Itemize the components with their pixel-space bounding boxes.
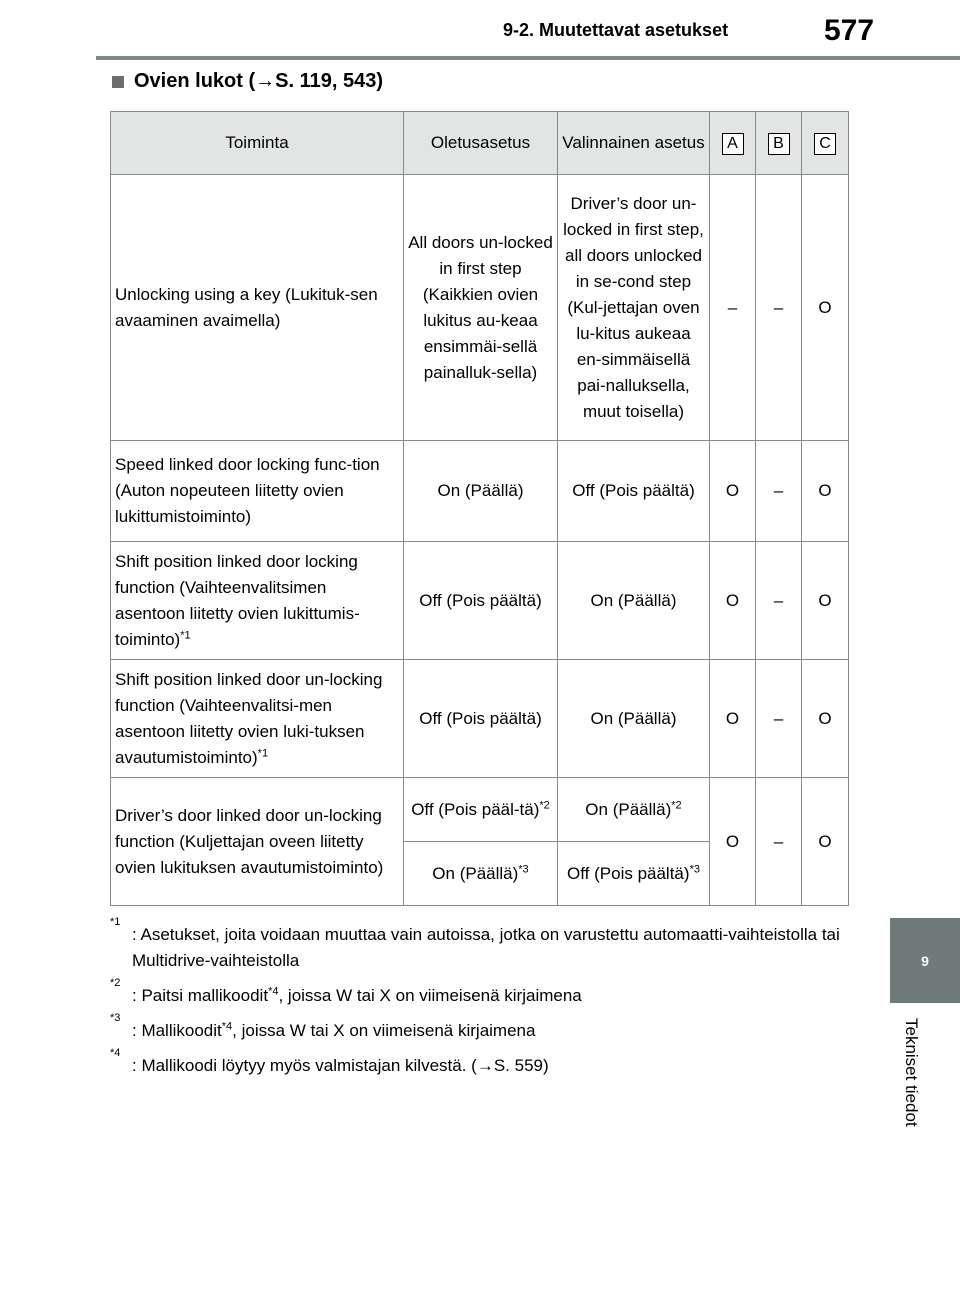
cell-b: – xyxy=(756,542,802,660)
function-text: Unlocking using a key (Lukituk-sen avaaminen avaimella) xyxy=(115,284,378,330)
footnote-ref: *2 xyxy=(671,798,682,811)
optional-text: On (Päällä) xyxy=(585,799,672,819)
cell-c: O xyxy=(802,441,849,542)
footnotes xyxy=(110,916,850,1088)
table-row xyxy=(111,778,849,842)
footnote-text: : Paitsi mallikoodit xyxy=(132,986,269,1005)
cell-function xyxy=(111,175,404,441)
function-text: Shift position linked door locking function (Vaihteenvalitsimen asentoon liitetty ovien lukittumis-toiminto) xyxy=(115,551,360,649)
header-c xyxy=(802,112,849,175)
page-number: 577 xyxy=(824,14,875,47)
cell-a: O xyxy=(710,778,756,906)
chapter-number: 9 xyxy=(921,952,929,969)
cell-b: – xyxy=(756,175,802,441)
label-b: B xyxy=(768,133,790,155)
table-header-row xyxy=(111,112,849,175)
cell-c: O xyxy=(802,660,849,778)
settings-table xyxy=(110,111,849,906)
cell-default xyxy=(404,778,558,842)
cell-c: O xyxy=(802,778,849,906)
cell-a: O xyxy=(710,542,756,660)
footnote-ref: *2 xyxy=(539,798,550,811)
cell-optional xyxy=(558,842,710,906)
section-title-ref: S. 119, 543) xyxy=(275,70,383,92)
chapter-label: Tekniset tiedot xyxy=(902,1018,921,1127)
section-header: 9-2. Muutettavat asetukset xyxy=(503,20,729,40)
footnote-text: : Mallikoodit xyxy=(132,1021,222,1040)
table-row xyxy=(111,660,849,778)
footnote-text: : Asetukset, joita voidaan muuttaa vain autoissa, jotka on varustettu automaatti-vaihteistolla tai Multidrive-vaihteistolla xyxy=(132,925,840,970)
cell-a: O xyxy=(710,441,756,542)
label-c: C xyxy=(814,133,836,155)
label-a: A xyxy=(722,133,744,155)
header-a xyxy=(710,112,756,175)
cell-function xyxy=(111,660,404,778)
square-bullet-icon xyxy=(112,76,124,88)
cell-a: – xyxy=(710,175,756,441)
footnote-ref: *3 xyxy=(689,862,700,875)
footnote-ref: *1 xyxy=(180,628,191,641)
default-text: On (Päällä) xyxy=(432,863,519,883)
cell-b: – xyxy=(756,660,802,778)
cell-c: O xyxy=(802,542,849,660)
footnote-text: : Mallikoodi löytyy myös valmistajan kilvestä. ( xyxy=(132,1056,477,1075)
header-divider xyxy=(96,56,960,60)
cell-optional: Off (Pois päältä) xyxy=(558,441,710,542)
cell-optional: Driver’s door un-locked in first step, all doors unlocked in se-cond step (Kul-jettajan oven lu-kitus aukeaa en-simmäisellä pai-nalluksella, muut toisella) xyxy=(558,175,710,441)
function-text: Speed linked door locking func-tion (Auton nopeuteen liitetty ovien lukittumistoiminto) xyxy=(115,455,380,526)
cell-function: Driver’s door linked door un-locking function (Kuljettajan oveen liitetty ovien lukituksen avautumistoiminto) xyxy=(111,778,404,906)
cell-optional: On (Päällä) xyxy=(558,660,710,778)
cell-default: On (Päällä) xyxy=(404,441,558,542)
cell-optional: On (Päällä) xyxy=(558,542,710,660)
function-text: Shift position linked door un-locking function (Vaihteenvalitsi-men asentoon liitetty ovien luki-tuksen avautumistoiminto) xyxy=(115,669,383,767)
default-text: Off (Pois pääl-tä) xyxy=(411,799,540,819)
header-b xyxy=(756,112,802,175)
cell-c: O xyxy=(802,175,849,441)
cell-a: O xyxy=(710,660,756,778)
cell-default: Off (Pois päältä) xyxy=(404,542,558,660)
footnote-ref: *1 xyxy=(257,746,269,759)
header-function: Toiminta xyxy=(111,112,404,175)
footnote-2: *2 : Paitsi mallikoodit$^{*4}$, joissa W tai X on viimeisenä kirjaimena xyxy=(110,977,582,1005)
cell-b: – xyxy=(756,778,802,906)
chapter-tab xyxy=(890,918,960,1003)
cell-default: Off (Pois päältä) xyxy=(404,660,558,778)
arrow-icon: → xyxy=(476,1056,494,1075)
header-default: Oletusasetus xyxy=(404,112,558,175)
footnote-ref: *4 xyxy=(221,1020,233,1033)
table-row xyxy=(111,441,849,542)
footnote-1: *1 : Asetukset, joita voidaan muuttaa vain autoissa, jotka on varustettu automaatti-vaihteistolla tai Multidrive-vaihteistolla xyxy=(110,916,840,970)
footnote-3: *3 : Mallikoodit$^{*4}$, joissa W tai X on viimeisenä kirjaimena xyxy=(110,1012,536,1040)
cell-function xyxy=(111,542,404,660)
section-title xyxy=(112,70,383,93)
footnote-tail: , joissa W tai X on viimeisenä kirjaimena xyxy=(278,986,582,1005)
cell-b: – xyxy=(756,441,802,542)
cell-default xyxy=(404,842,558,906)
table-row xyxy=(111,542,849,660)
optional-text: Off (Pois päältä) xyxy=(567,863,690,883)
cell-default: All doors un-locked in first step (Kaikkien ovien lukitus au-keaa ensimmäi-sellä painalluk-sella) xyxy=(404,175,558,441)
section-title-prefix: Ovien lukot ( xyxy=(134,70,256,92)
footnote-tail: S. 559) xyxy=(493,1056,549,1075)
footnote-ref: *4 xyxy=(268,985,279,998)
footnote-4: *4 : Mallikoodi löytyy myös valmistajan kilvestä. (→S. 559) xyxy=(110,1047,549,1075)
cell-optional xyxy=(558,778,710,842)
arrow-icon: → xyxy=(255,70,276,92)
header-optional: Valinnainen asetus xyxy=(558,112,710,175)
footnote-ref: *3 xyxy=(518,862,529,875)
footnote-tail: , joissa W tai X on viimeisenä kirjaimena xyxy=(232,1021,536,1040)
table-row xyxy=(111,175,849,441)
cell-function xyxy=(111,441,404,542)
